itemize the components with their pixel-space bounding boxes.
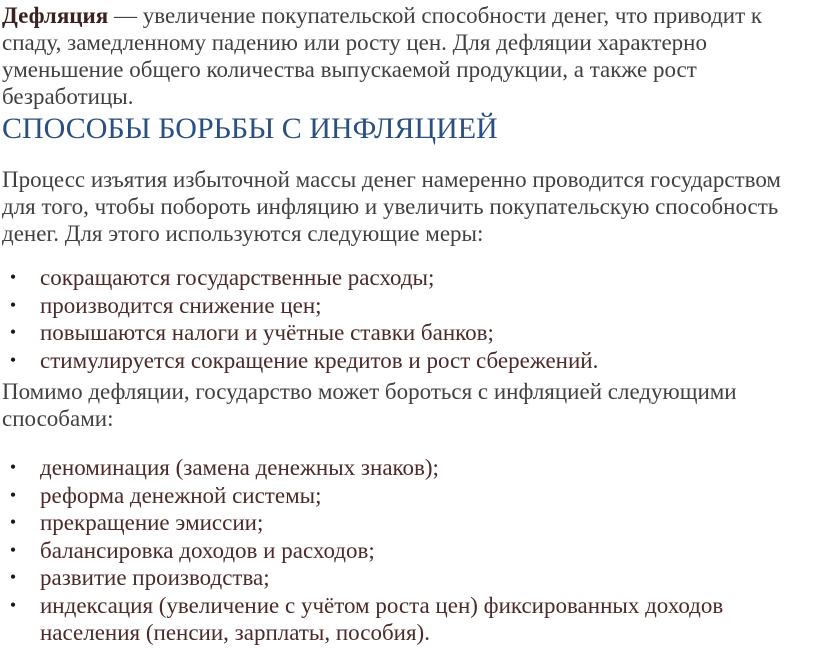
- bullet-icon: •: [9, 567, 17, 587]
- measures-list: [0, 264, 816, 374]
- bullet-icon: •: [9, 539, 17, 560]
- list-item: [0, 347, 816, 375]
- list-item-text: развитие производства;: [40, 565, 270, 590]
- list-item: [0, 482, 816, 510]
- bullet-icon: •: [9, 349, 17, 370]
- list-item-text: балансировка доходов и расходов;: [40, 537, 375, 563]
- list-item: [0, 264, 816, 292]
- bullet-icon: •: [9, 512, 17, 532]
- bullet-icon: •: [9, 267, 17, 287]
- list-item-text: повышаются налоги и учётные ставки банков;: [40, 320, 494, 345]
- list-item: [0, 509, 816, 537]
- other-methods-intro: Помимо дефляции, государство может бороться с инфляцией следующими способами:: [2, 379, 737, 431]
- list-item: [0, 319, 816, 347]
- deflation-term: Дефляция: [2, 3, 109, 28]
- list-item: [0, 537, 816, 565]
- deflation-text: — увеличение покупательской способности денег, что приводит к спаду, замедленному падению или росту цен. Для дефляции характерно уменьшение общего количества выпускаемой продукции, а также рост безработицы.: [2, 3, 763, 109]
- list-item: [0, 292, 816, 320]
- list-item-text: индексация (увеличение с учётом роста цен) фиксированных доходов населения (пенсии, зарплаты, пособия).: [40, 592, 724, 645]
- list-item-text: стимулируется сокращение кредитов и рост сбережений.: [40, 347, 599, 373]
- section-heading: СПОСОБЫ БОРЬБЫ С ИНФЛЯЦИЕЙ: [2, 112, 498, 145]
- list-item-text: сокращаются государственные расходы;: [40, 265, 435, 290]
- other-methods-list: [0, 454, 816, 647]
- bullet-icon: •: [9, 594, 17, 615]
- list-item-text: прекращение эмиссии;: [40, 510, 264, 535]
- intro-paragraph: Процесс изъятия избыточной массы денег намеренно проводится государством для того, чтобы побороть инфляцию и увеличить покупательскую способность денег. Для этого используются следующие меры:: [2, 167, 781, 246]
- bullet-icon: •: [9, 457, 17, 477]
- list-item-text: деноминация (замена денежных знаков);: [40, 455, 439, 480]
- bullet-icon: •: [9, 484, 17, 505]
- bullet-icon: •: [9, 294, 17, 315]
- bullet-icon: •: [9, 322, 17, 342]
- list-item-text: производится снижение цен;: [40, 292, 322, 318]
- list-item: [0, 454, 816, 482]
- list-item: [0, 592, 816, 647]
- deflation-definition: [2, 2, 802, 110]
- list-item: [0, 564, 816, 592]
- list-item-text: реформа денежной системы;: [40, 482, 322, 508]
